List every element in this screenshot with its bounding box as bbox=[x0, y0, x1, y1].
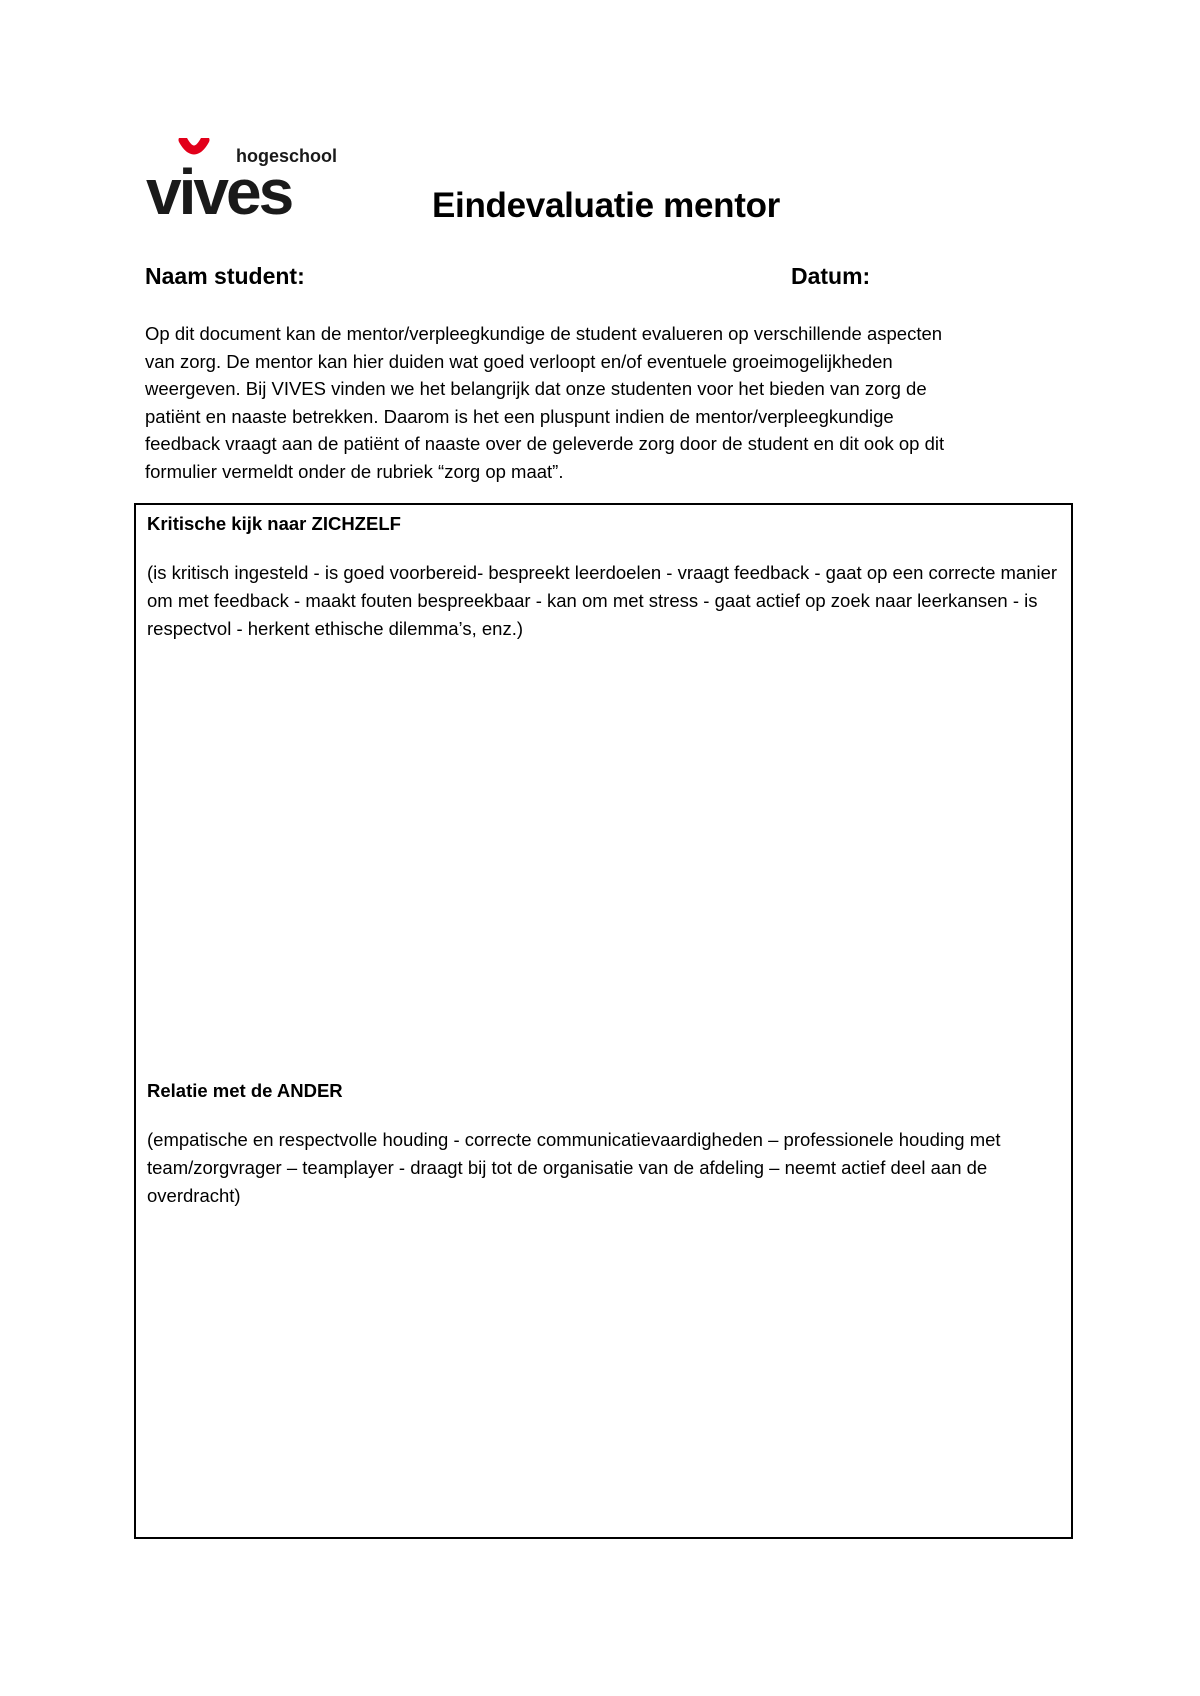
date-label: Datum: bbox=[791, 263, 871, 289]
section-relation-other bbox=[147, 1077, 1062, 1600]
section-description-line: team/zorgvrager – teamplayer - draagt bij tot de organisatie van de afdeling – neemt actief deel aan de bbox=[147, 1157, 988, 1178]
section-description-line: respectvol - herkent ethische dilemma’s, enz.) bbox=[147, 618, 523, 639]
page-title: Eindevaluatie mentor bbox=[432, 186, 780, 225]
vives-logo bbox=[146, 138, 346, 220]
section-self-critical bbox=[147, 510, 1062, 1033]
logo-smile-icon bbox=[183, 140, 205, 150]
section-heading: Kritische kijk naar ZICHZELF bbox=[147, 513, 401, 534]
evaluation-box bbox=[134, 503, 1073, 1539]
answer-area-self-critical[interactable] bbox=[147, 653, 1062, 1033]
section-description-line: (empatische en respectvolle houding - correcte communicatievaardigheden – professionele houding met bbox=[147, 1129, 1001, 1150]
intro-paragraph bbox=[145, 320, 1065, 486]
intro-line: Op dit document kan de mentor/verpleegkundige de student evalueren op verschillende aspecten bbox=[145, 323, 943, 344]
intro-line: weergeven. Bij VIVES vinden we het belangrijk dat onze studenten voor het bieden van zorg de bbox=[145, 378, 927, 400]
intro-line: van zorg. De mentor kan hier duiden wat goed verloopt en/of eventuele groeimogelijkheden bbox=[145, 350, 893, 372]
student-name-label: Naam student: bbox=[145, 263, 305, 289]
section-description bbox=[147, 1126, 1062, 1210]
section-description-line: om met feedback - maakt fouten bespreekbaar - kan om met stress - gaat actief op zoek naar leerkansen - is bbox=[147, 590, 1038, 611]
section-heading: Relatie met de ANDER bbox=[147, 1080, 343, 1101]
answer-area-relation-other[interactable] bbox=[147, 1220, 1062, 1600]
intro-line: feedback vraagt aan de patiënt of naaste over de geleverde zorg door de student en dit ook op dit bbox=[145, 433, 945, 455]
logo-subtitle: hogeschool bbox=[236, 146, 338, 166]
logo-name: vives bbox=[146, 156, 292, 220]
vives-logo-graphic bbox=[146, 138, 346, 220]
section-description bbox=[147, 559, 1062, 643]
section-description-line: (is kritisch ingesteld - is goed voorbereid- bespreekt leerdoelen - vraagt feedback - gaat op een correcte manier bbox=[147, 562, 1058, 583]
intro-line: formulier vermeldt onder de rubriek “zorg op maat”. bbox=[145, 460, 564, 482]
section-description-line: overdracht) bbox=[147, 1185, 241, 1206]
intro-line: patiënt en naaste betrekken. Daarom is het een pluspunt indien de mentor/verpleegkundige bbox=[145, 405, 894, 427]
